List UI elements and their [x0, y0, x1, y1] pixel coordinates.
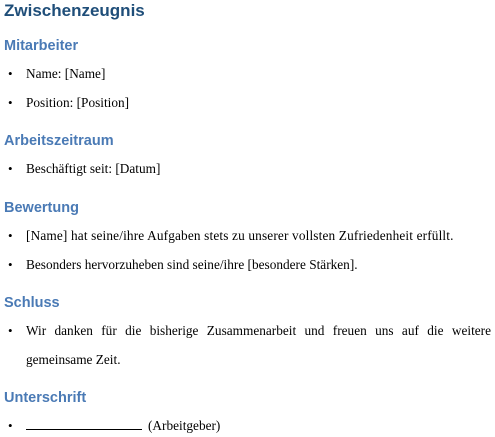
- section-heading-unterschrift: Unterschrift: [4, 390, 87, 406]
- list-item-text: Name: [Name]: [26, 66, 106, 81]
- list-item: [4, 160, 491, 178]
- section-heading-bewertung: Bewertung: [4, 200, 79, 216]
- list-item-text: Beschäftigt seit: [Datum]: [26, 161, 161, 176]
- list-item: [4, 227, 491, 245]
- list-item: [4, 417, 491, 435]
- bullet-icon: •: [8, 66, 13, 81]
- signature-line: [26, 417, 142, 430]
- section-heading-mitarbeiter: Mitarbeiter: [4, 38, 79, 54]
- section-heading-arbeitszeitraum: Arbeitszeitraum: [4, 133, 114, 149]
- list-item-text: Position: [Position]: [26, 95, 130, 110]
- section-heading-schluss: Schluss: [4, 295, 60, 311]
- bullet-icon: •: [8, 161, 13, 176]
- document-title: Zwischenzeugnis: [4, 1, 145, 20]
- list-item-text: [Name] hat seine/ihre Aufgaben stets zu unserer vollsten Zufriedenheit erfüllt.: [26, 228, 454, 243]
- list-item-continuation: gemeinsame Zeit.: [26, 352, 121, 367]
- bullet-icon: •: [8, 323, 13, 338]
- bullet-icon: •: [8, 418, 13, 433]
- list-item: [4, 256, 491, 274]
- list-item: [4, 322, 491, 340]
- list-item: [4, 65, 491, 83]
- list-item: [4, 94, 491, 112]
- list-item-text: Besonders hervorzuheben sind seine/ihre [besondere Stärken].: [26, 257, 358, 272]
- bullet-icon: •: [8, 228, 13, 243]
- bullet-icon: •: [8, 95, 13, 110]
- signature-label: (Arbeitgeber): [148, 418, 221, 433]
- bullet-icon: •: [8, 257, 13, 272]
- list-item-text: Wir danken für die bisherige Zusammenarbeit und freuen uns auf die weitere: [26, 323, 491, 338]
